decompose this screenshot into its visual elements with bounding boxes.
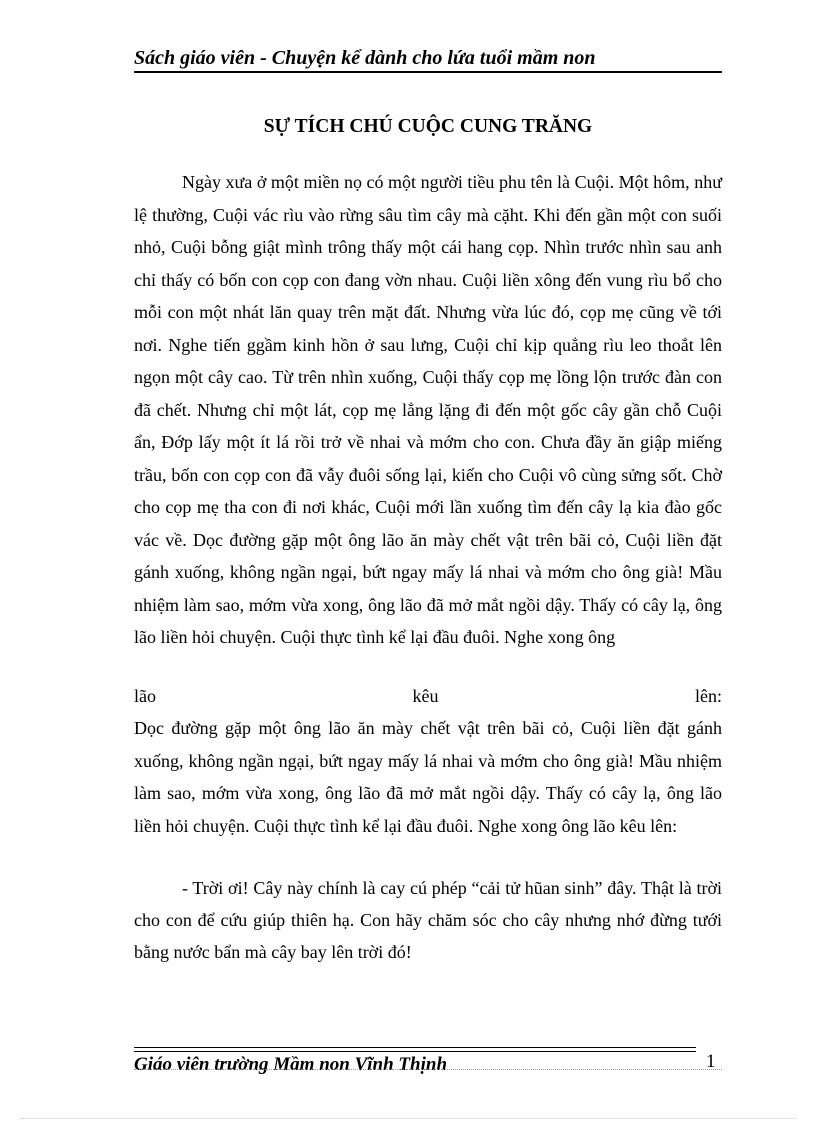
running-header: Sách giáo viên - Chuyện kể dành cho lứa tuổi mầm non [134, 46, 722, 73]
page-number: 1 [706, 1051, 716, 1072]
footer-rule [134, 1047, 696, 1052]
running-footer: Giáo viên trường Mầm non Vĩnh Thịnh [134, 1054, 448, 1075]
paragraph-3 [134, 872, 722, 968]
footer-dotted-rule [134, 1069, 722, 1070]
paragraph-2: Dọc đường gặp một ông lão ăn mày chết vật trên bãi cỏ, Cuội liền đặt gánh xuống, không ngần ngại, bứt ngay mấy lá nhai và mớm cho ông già! Mầu nhiệm làm sao, mớm vừa xong, ông lão đã mở mắt ngồi dậy. Thấy có cây lạ, ông lão liền hỏi chuyện. Cuội thực tình kể lại đầu đuôi. Nghe xong ông lão kêu lên: [134, 718, 722, 836]
paragraph-3-text: - Trời ơi! Cây này chính là cay cú phép “cải tử hũan sinh” đây. Thật là trời cho con để cứu giúp thiên hạ. Con hãy chăm sóc cho cây nhưng nhớ đừng tưới bằng nước bẩn mà cây bay lên trời đó! [134, 878, 722, 962]
spread-word-3: lên: [695, 686, 722, 706]
paragraph-1 [134, 166, 722, 654]
page-bottom-edge [20, 1118, 796, 1119]
spread-line [134, 680, 722, 713]
paragraph-1-text: Ngày xưa ở một miền nọ có một người tiều phu tên là Cuội. Một hôm, như lệ thường, Cuội vác rìu vào rừng sâu tìm cây mà cặht. Khi đến gần một con suối nhỏ, Cuội bỗng giật mình trông thấy một cái hang cọp. Nhìn trước nhìn sau anh chỉ thấy có bốn con cọp con đang vờn nhau. Cuội liền xông đến vung rìu bổ cho mỗi con một nhát lăn quay trên mặt đất. Nhưng vừa lúc đó, cọp mẹ cũng về tới nơi. Nghe tiến ggầm kinh hồn ở sau lưng, Cuội chỉ kịp quẳng rìu leo thoắt lên ngọn một cây cao. Từ trên nhìn xuống, Cuội thấy cọp mẹ lồng lộn trước đàn con đã chết. Nhưng chỉ một lát, cọp mẹ lẳng lặng đi đến một gốc cây gần chỗ Cuội ẩn, Đớp lấy một ít lá rồi trở về nhai và mớm cho con. Chưa đầy ăn giập miếng trầu, bốn con cọp con đã vẫy đuôi sống lại, kiến cho Cuội vô cùng sửng sốt. Chờ cho cọp mẹ tha con đi nơi khác, Cuội mới lần xuống tìm đến cây lạ kia đào gốc vác về. Dọc đường gặp một ông lão ăn mày chết vật trên bãi cỏ, Cuội liền đặt gánh xuống, không ngần ngại, bứt ngay mấy lá nhai và mớm cho ông già! Mầu nhiệm làm sao, mớm vừa xong, ông lão đã mở mắt ngồi dậy. Thấy có cây lạ, ông lão liền hỏi chuyện. Cuội thực tình kể lại đầu đuôi. Nghe xong ông [134, 172, 722, 647]
story-title: SỰ TÍCH CHÚ CUỘC CUNG TRĂNG [263, 116, 593, 137]
spread-word-1: lão [134, 686, 156, 706]
spread-word-2: kêu [412, 686, 439, 706]
